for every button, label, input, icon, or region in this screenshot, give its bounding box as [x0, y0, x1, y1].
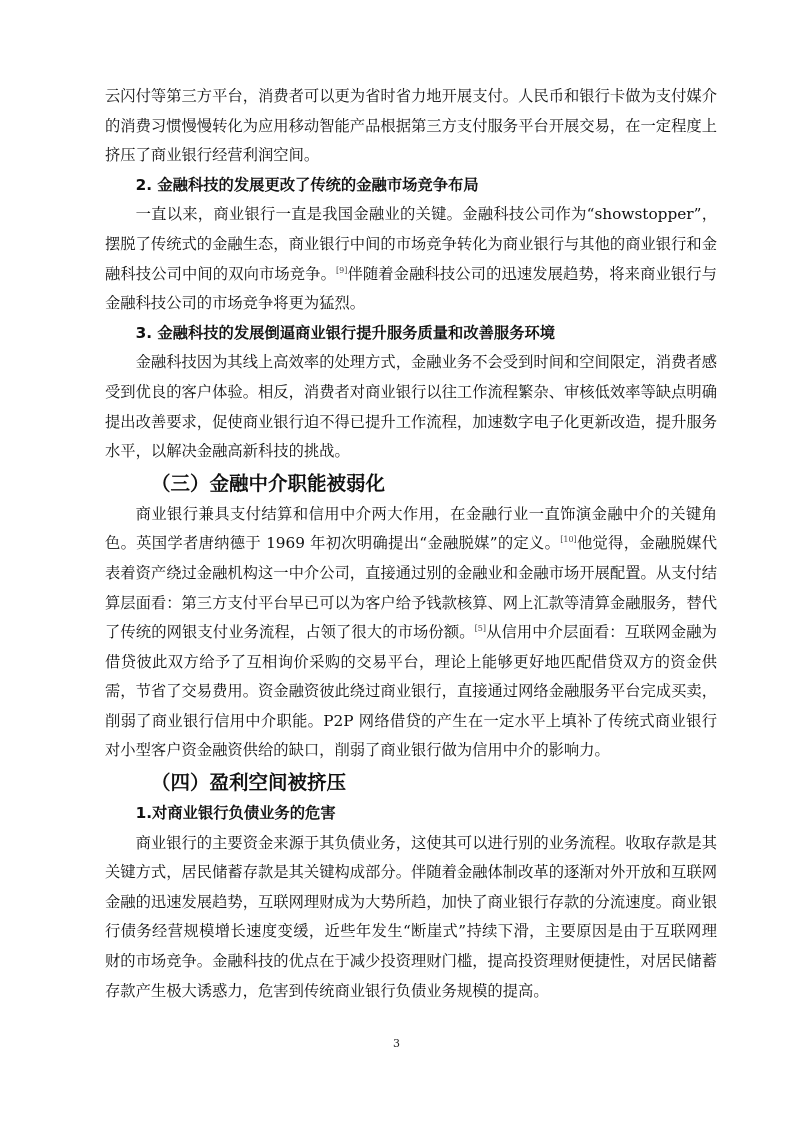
section-heading-profit-space: （四）盈利空间被挤压	[151, 771, 347, 795]
paragraph-competition-text-b: 伴随着金融科技公司的迅速发展趋势，将来商业银行与金融科技公司的市场竞争将更为猛烈。	[105, 264, 717, 313]
paragraph-intermediary-text-a: 商业银行兼具支付结算和信用中介两大作用，在金融行业一直饰演金融中介的关键角色。英国学者唐纳德于 1969 年初次明确提出“金融脱媒”的定义。	[105, 504, 717, 553]
paragraph-intermediary	[105, 500, 717, 766]
subheading-liability-business: 1.对商业银行负债业务的危害	[135, 804, 336, 823]
paragraph-competition	[105, 200, 717, 318]
citation-ref-10: [10]	[560, 535, 577, 545]
paragraph-competition-text-a: 一直以来，商业银行一直是我国金融业的关键。金融科技公司作为“showstopper”，摆脱了传统式的金融生态，商业银行中间的市场竞争转化为商业银行与其他的商业银行和金融科技公司中间的双向市场竞争。	[105, 205, 717, 283]
paragraph-service-quality: 金融科技因为其线上高效率的处理方式，金融业务不会受到时间和空间限定，消费者感受到优良的客户体验。相反，消费者对商业银行以往工作流程繁杂、审核低效率等缺点明确提出改善要求，促使商业银行迫不得已提升工作流程，加速数字电子化更新改造，提升服务水平，以解决金融高新科技的挑战。	[105, 353, 717, 461]
citation-ref-5: [5]	[474, 624, 486, 634]
paragraph-intermediary-text-c: 从信用中介层面看：互联网金融为借贷彼此双方给予了互相询价采购的交易平台，理论上能够更好地匹配借贷双方的资金供需，节省了交易费用。资金融资彼此绕过商业银行，直接通过网络金融服务平台完成买卖，削弱了商业银行信用中介职能。P2P 网络借贷的产生在一定水平上填补了传统式商业银行对小型客户资金融资供给的缺口，削弱了商业银行做为信用中介的影响力。	[105, 623, 717, 760]
citation-ref-9: [9]	[336, 265, 348, 275]
paragraph-liability-business: 商业银行的主要资金来源于其负债业务，这使其可以进行别的业务流程。收取存款是其关键方式，居民储蓄存款是其关键构成部分。伴随着金融体制改革的逐渐对外开放和互联网金融的迅速发展趋势，互联网理财成为大势所趋，加快了商业银行存款的分流速度。商业银行债务经营规模增长速度变缓，近些年发生“断崖式”持续下滑，主要原因是由于互联网理财的市场竞争。金融科技的优点在于减少投资理财门槛，提高投资理财便捷性，对居民储蓄存款产生极大诱惑力，危害到传统商业银行负债业务规模的提高。	[105, 833, 717, 1000]
page-number: 3	[393, 1037, 400, 1050]
section-heading-intermediary: （三）金融中介职能被弱化	[151, 471, 386, 495]
subheading-service-quality: 3. 金融科技的发展倒逼商业银行提升服务质量和改善服务环境	[135, 323, 556, 342]
paragraph-third-party-payment: 云闪付等第三方平台，消费者可以更为省时省力地开展支付。人民币和银行卡做为支付媒介的消费习惯慢慢转化为应用移动智能产品根据第三方支付服务平台开展交易，在一定程度上挤压了商业银行经营利润空间。	[105, 87, 717, 165]
paragraph-intermediary-text-b: 他觉得，金融脱媒代表着资产绕过金融机构这一中介公司，直接通过别的金融业和金融市场开展配置。从支付结算层面看：第三方支付平台早已可以为客户给予钱款核算、网上汇款等清算金融服务，替代了传统的网银支付业务流程，占领了很大的市场份额。	[105, 534, 717, 642]
subheading-competition-layout: 2. 金融科技的发展更改了传统的金融市场竞争布局	[135, 175, 479, 194]
document-body	[105, 82, 717, 1006]
